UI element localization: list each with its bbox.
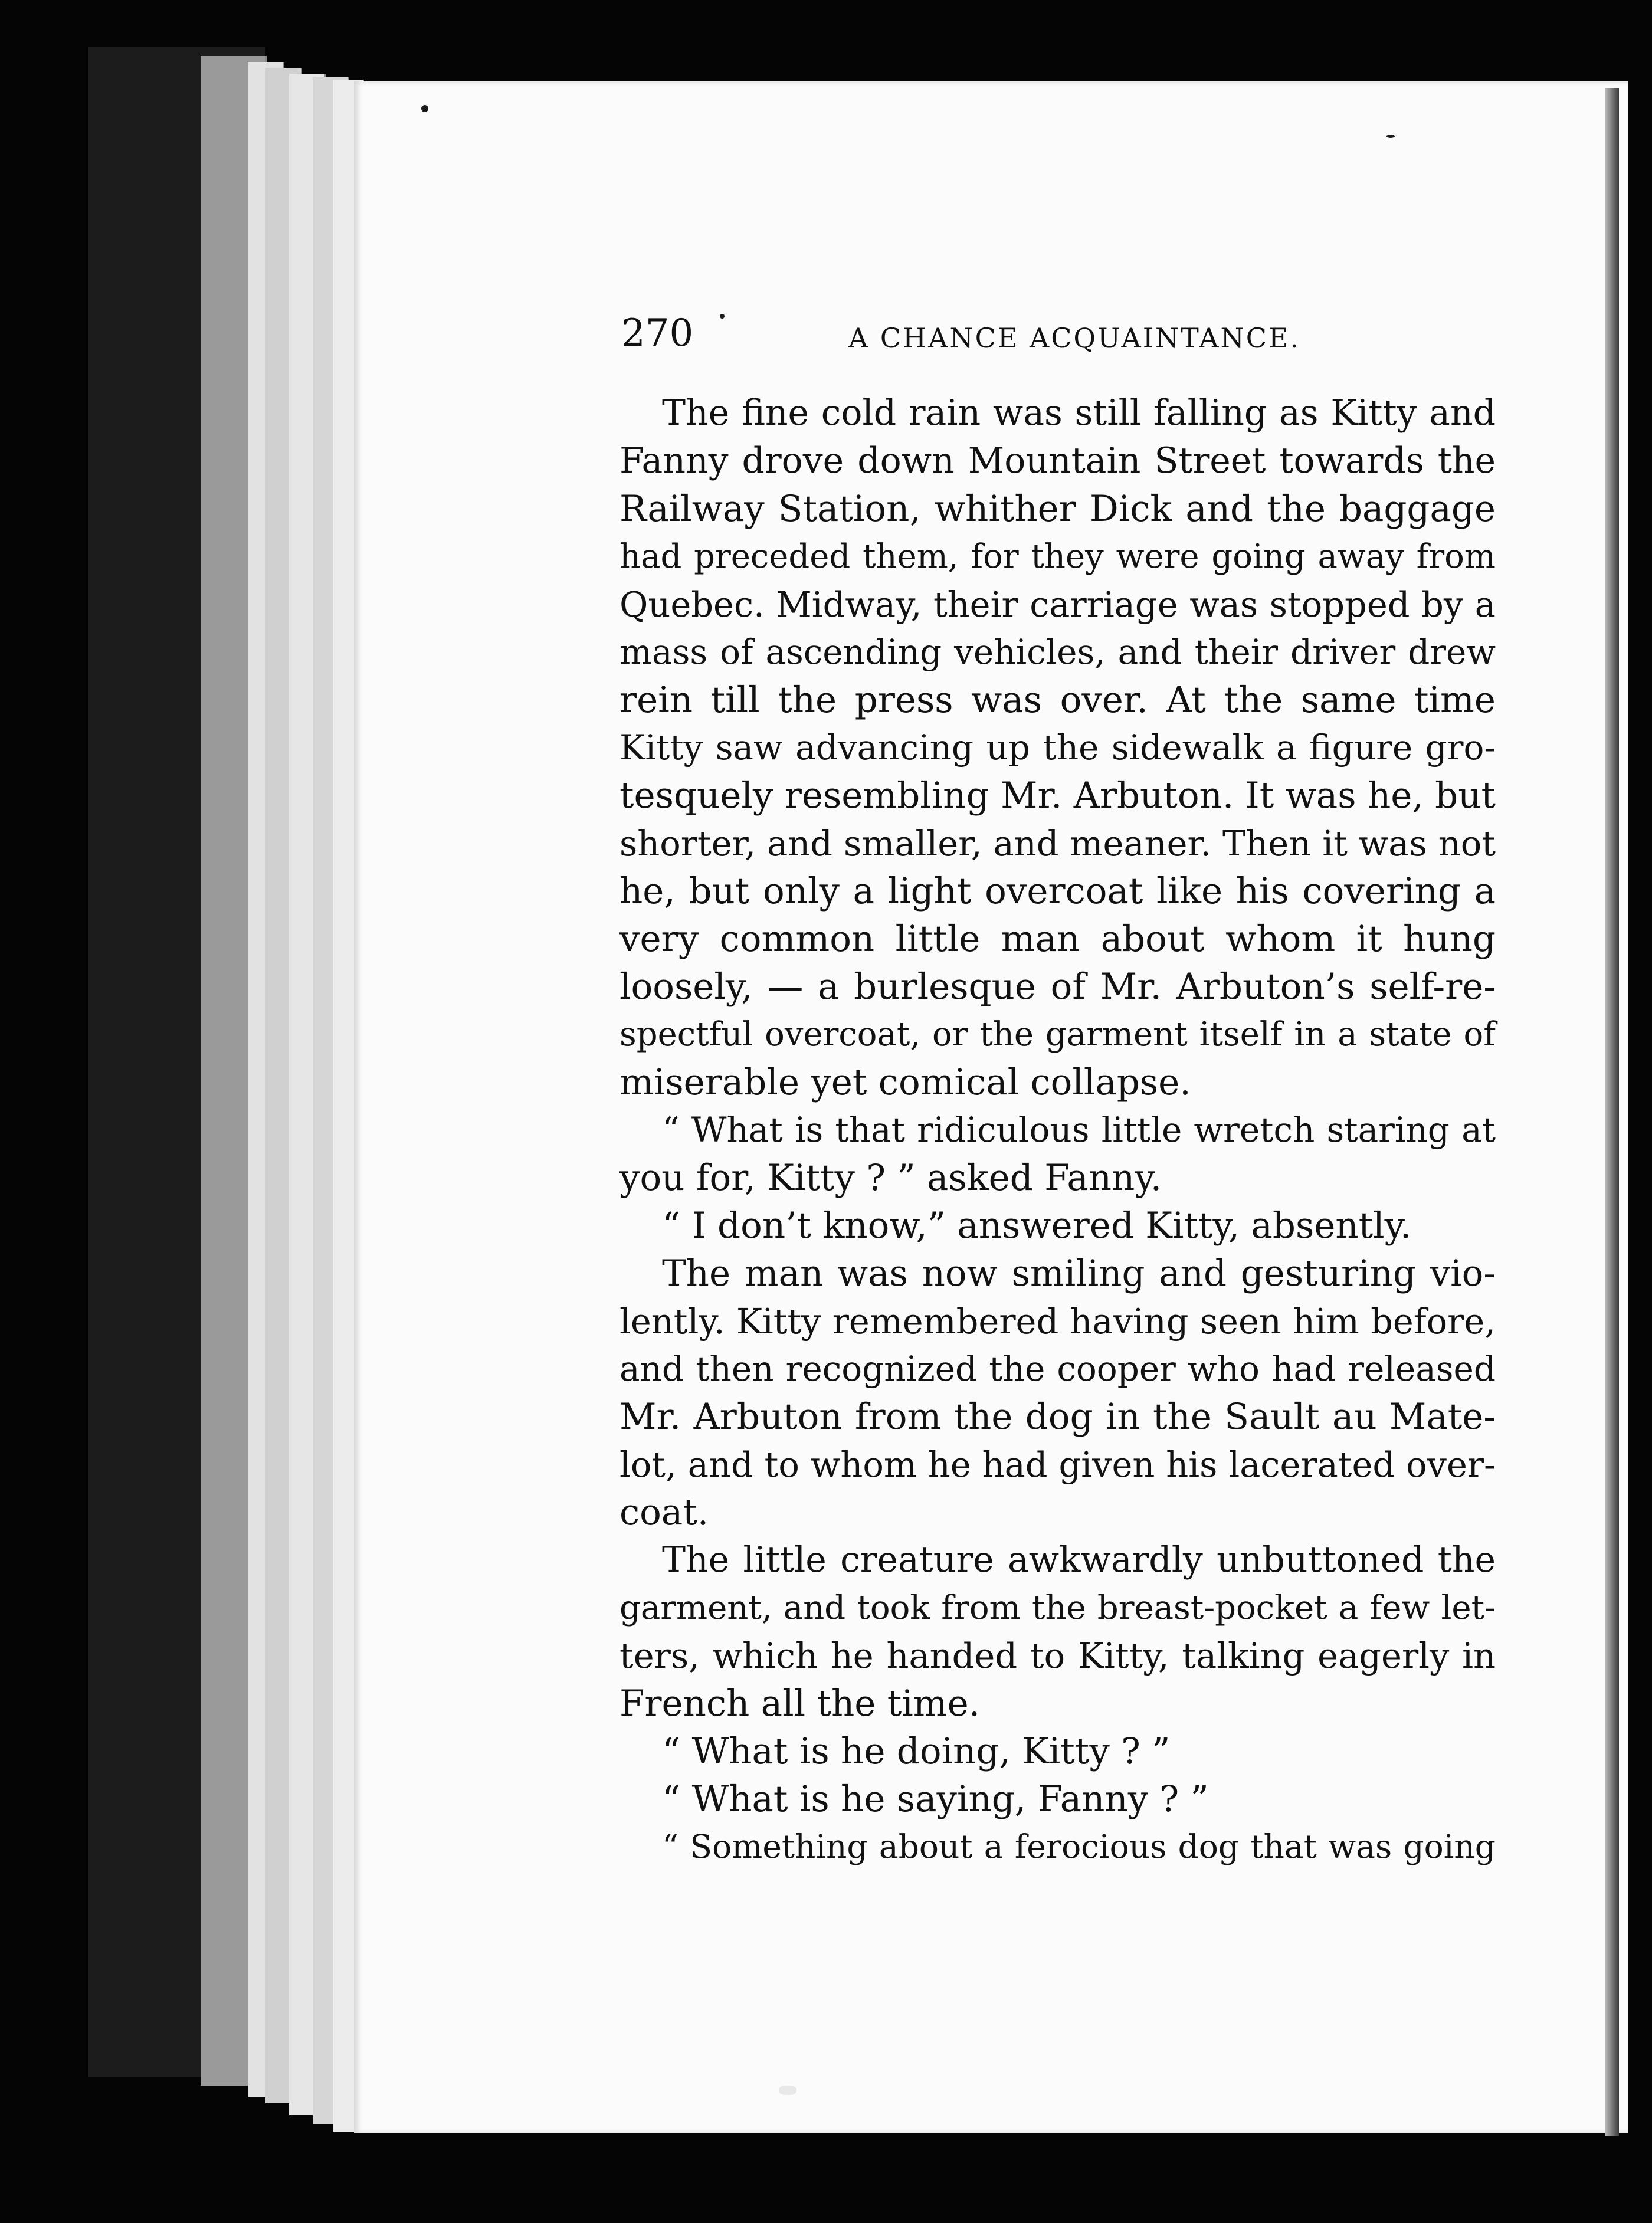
page-right-edge-shadow — [1605, 88, 1619, 2136]
text-line: Mr. Arbuton from the dog in the Sault au Mate- — [620, 1396, 1496, 1438]
text-line: miserable yet comical collapse. — [620, 1061, 1191, 1103]
text-line: very common little man about whom it hung — [620, 918, 1496, 960]
text-line: and then recognized the cooper who had released — [620, 1349, 1496, 1389]
scan-speck — [421, 105, 428, 112]
text-line: lently. Kitty remembered having seen him before, — [620, 1301, 1496, 1342]
text-line: “ What is that ridiculous little wretch staring at — [662, 1110, 1496, 1150]
text-line: “ What is he doing, Kitty ? ” — [662, 1730, 1171, 1772]
scan-speck — [1386, 135, 1395, 138]
text-line: lot, and to whom he had given his lacerated over- — [620, 1444, 1496, 1485]
body-text — [620, 389, 1496, 1871]
text-line: The fine cold rain was still falling as Kitty and — [662, 392, 1496, 434]
text-line: loosely, — a burlesque of Mr. Arbuton’s self-re- — [620, 966, 1496, 1008]
text-line: coat. — [620, 1491, 709, 1533]
page-number: 270 — [621, 312, 694, 355]
text-line: The little creature awkwardly unbuttoned the — [662, 1539, 1496, 1581]
scan-speck — [779, 2086, 796, 2095]
text-line: ters, which he handed to Kitty, talking eagerly in — [620, 1635, 1496, 1676]
running-head — [621, 307, 1494, 360]
text-line: had preceded them, for they were going away from — [620, 537, 1496, 576]
text-line: you for, Kitty ? ” asked Fanny. — [620, 1157, 1162, 1199]
text-line: he, but only a light overcoat like his covering a — [620, 870, 1496, 912]
text-line: shorter, and smaller, and meaner. Then it was not — [620, 823, 1496, 864]
text-line: rein till the press was over. At the same time — [620, 679, 1496, 721]
text-line: Railway Station, whither Dick and the baggage — [620, 488, 1496, 530]
text-line: “ What is he saying, Fanny ? ” — [662, 1778, 1209, 1820]
text-line: Quebec. Midway, their carriage was stopped by a — [620, 584, 1496, 625]
text-line: French all the time. — [620, 1683, 981, 1724]
text-line: spectful overcoat, or the garment itself in a state of — [620, 1015, 1496, 1054]
text-line: “ Something about a ferocious dog that was going — [662, 1828, 1496, 1865]
running-head-title: A CHANCE ACQUAINTANCE. — [848, 322, 1301, 354]
text-line: “ I don’t know,” answered Kitty, absently. — [662, 1205, 1412, 1247]
text-line: The man was now smiling and gesturing vio- — [662, 1253, 1496, 1294]
text-line: Kitty saw advancing up the sidewalk a figure gro- — [620, 727, 1496, 768]
text-line: mass of ascending vehicles, and their driver drew — [620, 632, 1496, 672]
text-line: tesquely resembling Mr. Arbuton. It was he, but — [620, 775, 1496, 817]
text-line: garment, and took from the breast-pocket a few let- — [620, 1589, 1496, 1627]
text-line: Fanny drove down Mountain Street towards the — [620, 440, 1496, 481]
